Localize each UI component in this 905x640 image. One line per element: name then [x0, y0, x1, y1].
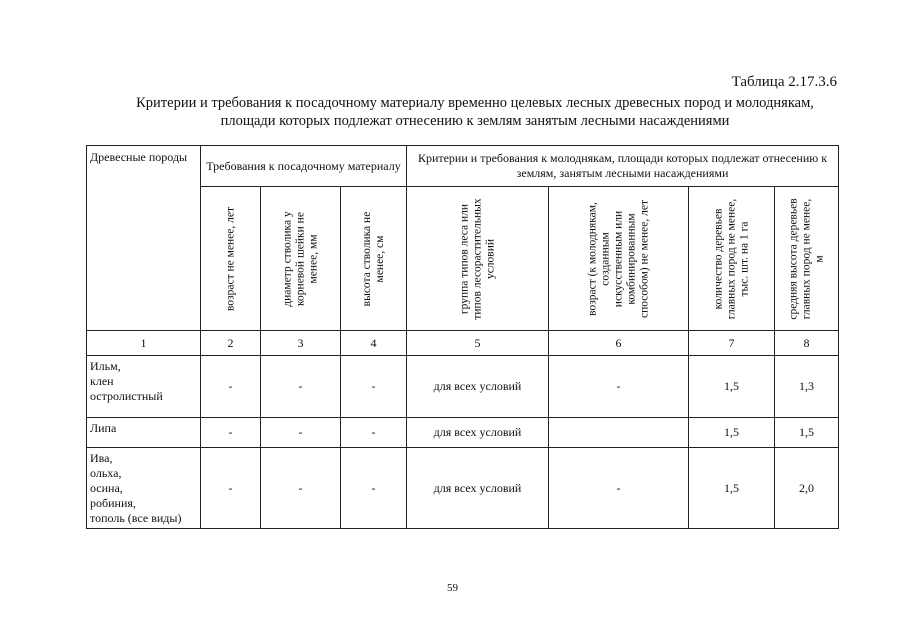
title-line-2: площади которых подлежат отнесению к землям занятым лесными насаждениями: [220, 113, 730, 129]
col-number: 1: [87, 331, 201, 356]
header-col-2: [201, 187, 261, 331]
table-cell: -: [261, 418, 341, 448]
table-cell: для всех условий: [407, 448, 549, 529]
species-line: клен: [90, 374, 114, 388]
table-cell: -: [341, 448, 407, 529]
table-cell: -: [549, 356, 689, 418]
table-cell: -: [201, 356, 261, 418]
table-row: [87, 356, 839, 418]
header-col-6-text: возраст (к молоднякам, созданным искусственным или комбинированным способом) не менее, лет: [586, 199, 650, 318]
species-line: ольха,: [90, 466, 122, 480]
table-cell: 1,5: [689, 448, 775, 529]
species-line: тополь (все виды): [90, 511, 182, 525]
header-col-8-text: средняя высота деревьев главных пород не менее, м: [787, 197, 826, 320]
table-cell: 1,5: [689, 418, 775, 448]
col-number: 4: [341, 331, 407, 356]
col-number: 7: [689, 331, 775, 356]
header-col-2-text: возраст не менее, лет: [224, 206, 236, 311]
col-number: 3: [261, 331, 341, 356]
table-cell: -: [549, 448, 689, 529]
header-col-4: [341, 187, 407, 331]
table-cell: 1,5: [775, 418, 839, 448]
header-young-stands: Критерии и требования к молоднякам, площади которых подлежат отнесению к землям, занятым лесными насаждениями: [407, 146, 839, 187]
header-col-3: [261, 187, 341, 331]
species-line: Ива,: [90, 451, 113, 465]
species-cell: [87, 448, 201, 529]
title-line-1: Критерии и требования к посадочному материалу временно целевых лесных древесных пород и молоднякам,: [136, 95, 814, 111]
table-title: [110, 94, 840, 130]
table-cell: -: [261, 448, 341, 529]
header-col-5-text: группа типов леса или типов лесорастительных условий: [458, 197, 496, 320]
species-line: осина,: [90, 481, 123, 495]
table-cell: для всех условий: [407, 418, 549, 448]
table-cell: -: [341, 356, 407, 418]
table-label: Таблица 2.17.3.6: [731, 74, 837, 90]
table-cell: 1,5: [689, 356, 775, 418]
header-planting-material: Требования к посадочному материалу: [201, 146, 407, 187]
column-number-row: [87, 331, 839, 356]
species-line: остролистный: [90, 389, 163, 403]
species-cell: [87, 356, 201, 418]
header-col-8: [775, 187, 839, 331]
header-col-7-text: количество деревьев главных пород не менее, тыс. шт. на 1 га: [712, 198, 750, 319]
species-cell: [87, 418, 201, 448]
species-line: Ильм,: [90, 359, 121, 373]
col-number: 2: [201, 331, 261, 356]
table-cell: [549, 418, 689, 448]
header-col-5: [407, 187, 549, 331]
header-col-6: [549, 187, 689, 331]
col-number: 6: [549, 331, 689, 356]
table-cell: для всех условий: [407, 356, 549, 418]
header-col-7: [689, 187, 775, 331]
table-cell: -: [341, 418, 407, 448]
header-col-4-text: высота стволика не менее, см: [360, 211, 386, 306]
table-cell: -: [261, 356, 341, 418]
table-cell: -: [201, 418, 261, 448]
table-cell: 2,0: [775, 448, 839, 529]
table-row: [87, 418, 839, 448]
table-row: [87, 448, 839, 529]
col-number: 5: [407, 331, 549, 356]
header-col-3-text: диаметр стволика у корневой шейки не менее, мм: [281, 210, 319, 307]
header-species: Древесные породы: [87, 146, 201, 331]
col-number: 8: [775, 331, 839, 356]
species-line: робиния,: [90, 496, 136, 510]
table-cell: -: [201, 448, 261, 529]
species-line: Липа: [90, 421, 117, 435]
criteria-table: [86, 145, 839, 529]
page-number: 59: [447, 582, 458, 594]
table-cell: 1,3: [775, 356, 839, 418]
